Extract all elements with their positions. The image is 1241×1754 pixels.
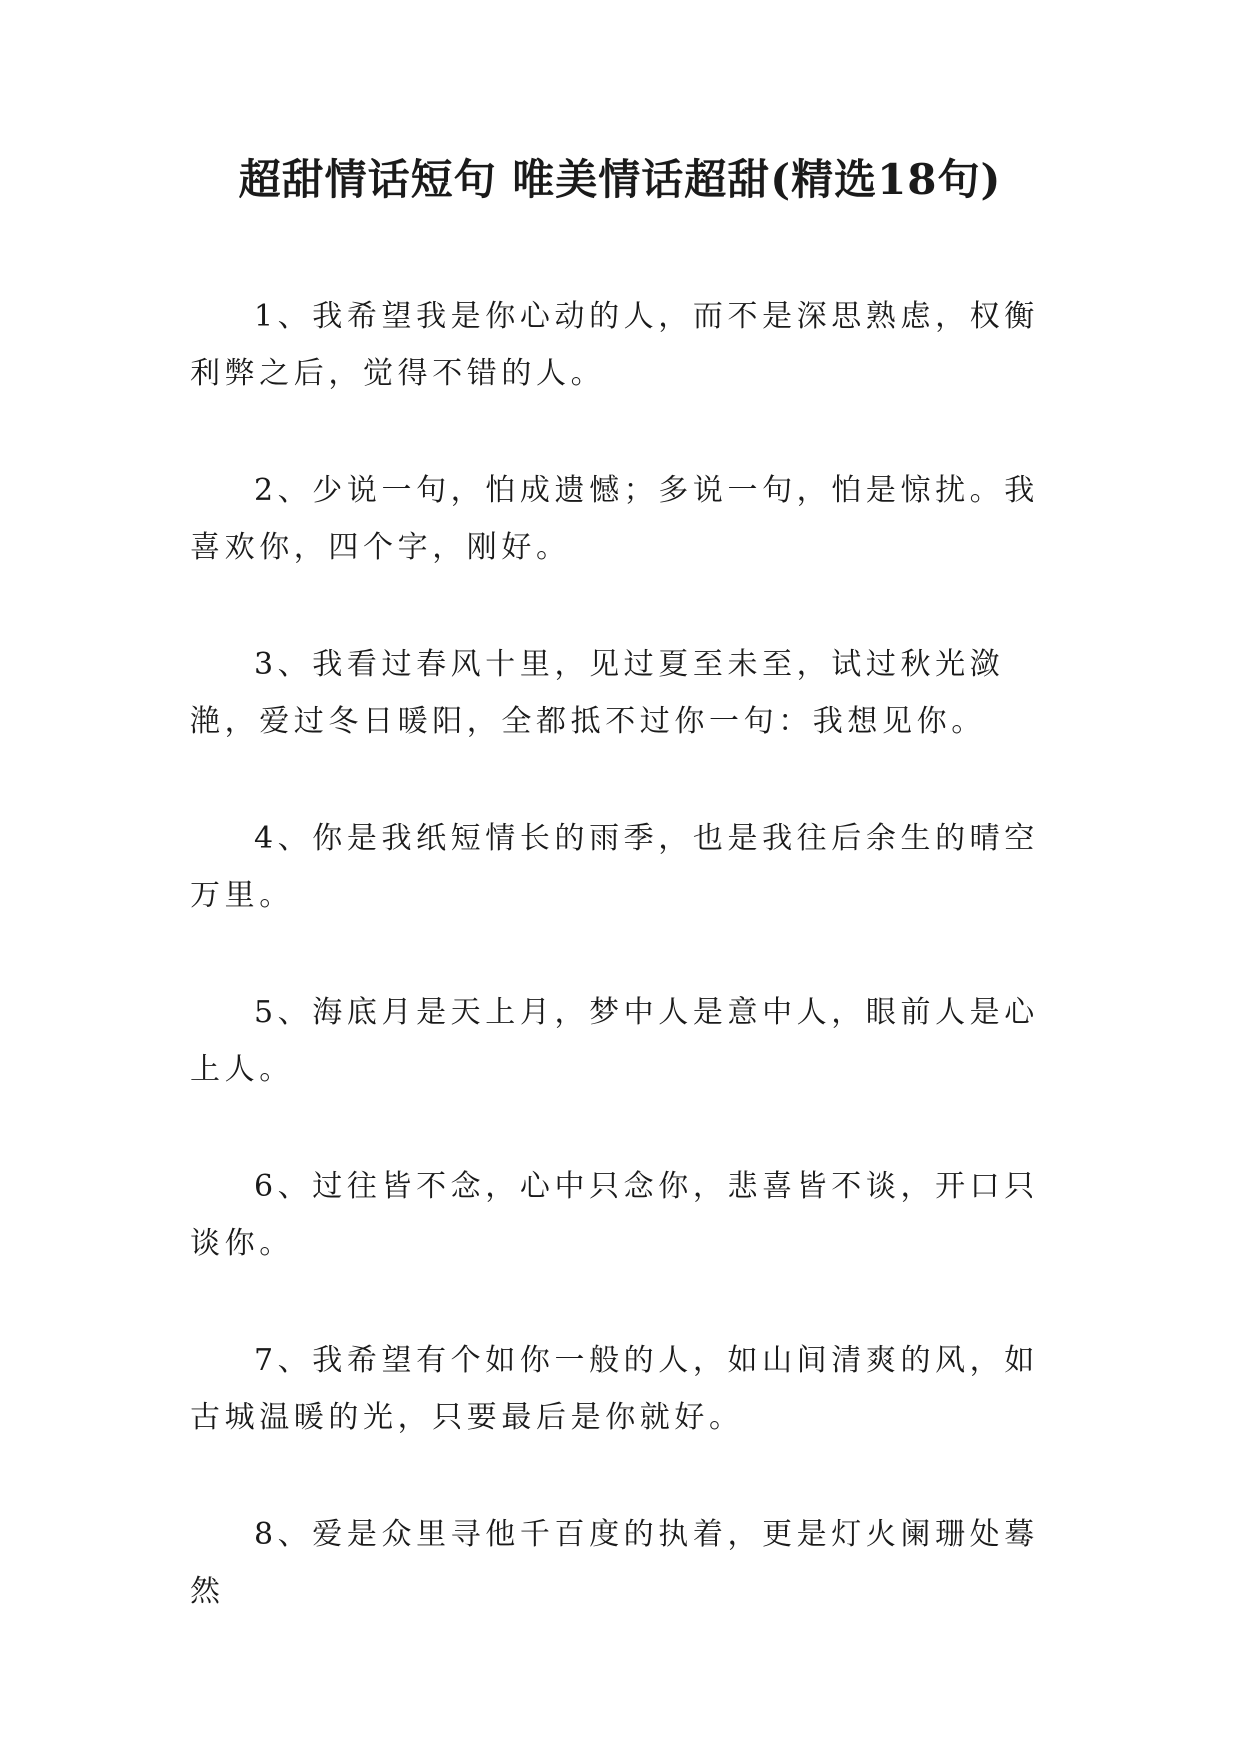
paragraph-1: 1、我希望我是你心动的人，而不是深思熟虑，权衡利弊之后，觉得不错的人。: [190, 299, 1039, 391]
paragraph-7: 7、我希望有个如你一般的人，如山间清爽的风，如古城温暖的光，只要最后是你就好。: [190, 1343, 1039, 1435]
paragraph-5: 5、海底月是天上月，梦中人是意中人，眼前人是心上人。: [190, 995, 1039, 1087]
paragraph-3: 3、我看过春风十里，见过夏至未至，试过秋光潋滟，爱过冬日暖阳，全都抵不过你一句：我想见你。: [190, 647, 1005, 739]
paragraph-4: 4、你是我纸短情长的雨季，也是我往后余生的晴空万里。: [190, 821, 1039, 913]
paragraph-6: 6、过往皆不念，心中只念你，悲喜皆不谈，开口只谈你。: [190, 1169, 1039, 1261]
paragraph-8: 8、爱是众里寻他千百度的执着，更是灯火阑珊处蓦然: [190, 1517, 1039, 1609]
document-title: 超甜情话短句 唯美情话超甜(精选18句): [238, 155, 1002, 204]
paragraph-2: 2、少说一句，怕成遗憾；多说一句，怕是惊扰。我喜欢你，四个字，刚好。: [190, 473, 1039, 565]
document-body: [190, 288, 1050, 1680]
